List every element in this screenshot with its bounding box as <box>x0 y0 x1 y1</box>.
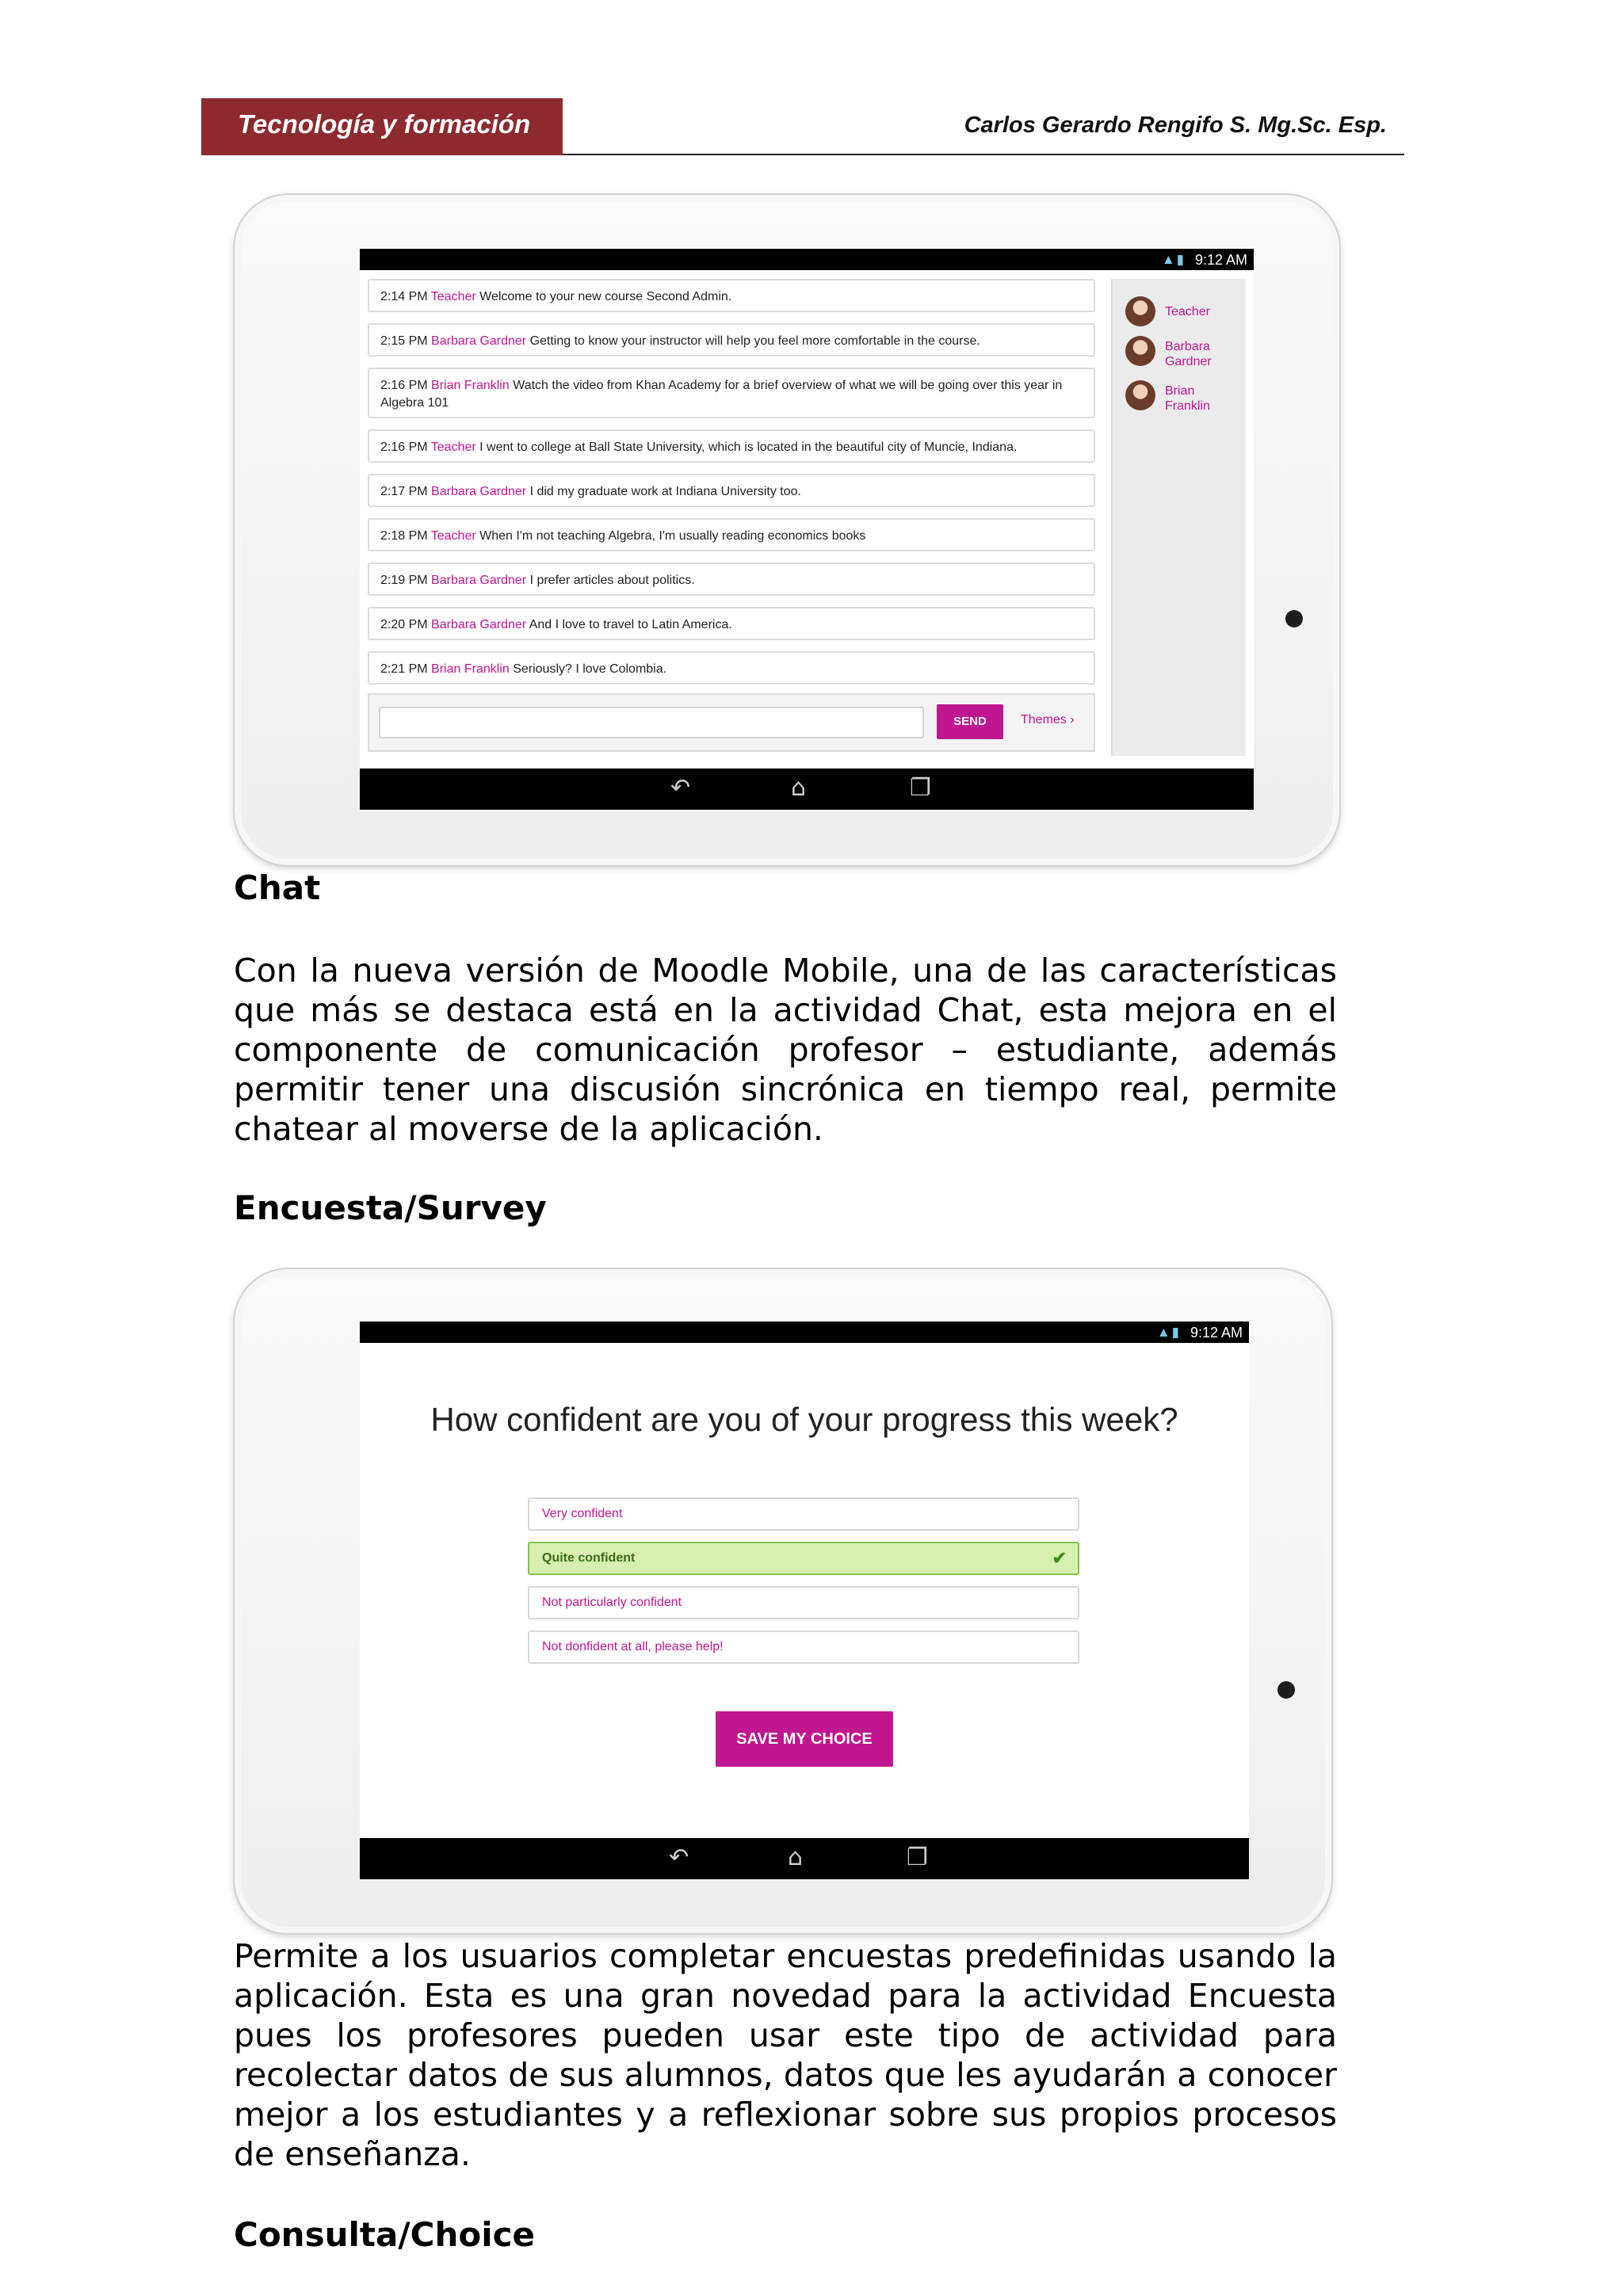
option-label: Very confident <box>542 1507 623 1520</box>
survey-question: How confident are you of your progress this week? <box>430 1401 1178 1438</box>
survey-paragraph: Permite a los usuarios completar encuestas predefinidas usando la aplicación. Esta es una gran novedad para la actividad Encuesta pues los profesores pueden usar este tipo de actividad para recolectar datos de sus alumnos, datos que les ayudarán a conocer mejor a los estudiantes y a reflexionar sobre sus propios procesos de enseñanza. <box>234 1937 1337 2173</box>
avatar <box>1125 380 1155 410</box>
message-author[interactable]: Brian Franklin <box>431 662 510 676</box>
android-navbar <box>360 769 1254 810</box>
chat-message <box>368 474 1095 507</box>
save-choice-button[interactable]: SAVE MY CHOICE <box>716 1711 893 1767</box>
message-text: And I love to travel to Latin America. <box>529 618 732 631</box>
message-author[interactable]: Barbara Gardner <box>431 334 527 348</box>
tablet-frame-chat <box>233 193 1341 867</box>
message-time: 2:21 PM <box>380 662 428 676</box>
message-text: Welcome to your new course Second Admin. <box>479 290 732 303</box>
chat-screen <box>360 249 1254 810</box>
message-author[interactable]: Barbara Gardner <box>431 485 527 498</box>
message-author[interactable]: Teacher <box>430 290 476 303</box>
tablet-frame-survey <box>233 1268 1333 1935</box>
chat-message <box>368 518 1095 551</box>
message-text: I went to college at Ball State University, which is located in the beautiful city of Muncie, Indiana. <box>479 441 1018 454</box>
message-time: 2:20 PM <box>380 618 428 631</box>
participants-panel <box>1111 279 1246 756</box>
message-text: I prefer articles about politics. <box>529 574 695 587</box>
message-time: 2:16 PM <box>380 441 428 454</box>
chat-message <box>368 651 1095 685</box>
message-time: 2:15 PM <box>380 334 428 348</box>
survey-option[interactable] <box>528 1630 1079 1664</box>
option-label: Not particularly confident <box>542 1596 682 1609</box>
avatar <box>1125 296 1155 326</box>
survey-option[interactable] <box>528 1586 1079 1619</box>
android-navbar <box>360 1838 1249 1879</box>
avatar <box>1125 336 1155 366</box>
message-text: When I'm not teaching Algebra, I'm usually reading economics books <box>479 529 866 543</box>
checkmark-icon: ✔ <box>1052 1548 1067 1568</box>
home-icon[interactable]: ⌂ <box>788 1844 804 1871</box>
chat-compose <box>368 693 1095 752</box>
author-name: Carlos Gerardo Rengifo S. Mg.Sc. Esp. <box>964 113 1387 138</box>
participant-name: Teacher <box>1165 305 1210 318</box>
message-time: 2:16 PM <box>380 379 428 392</box>
survey-screen <box>360 1322 1249 1879</box>
message-time: 2:14 PM <box>380 290 428 303</box>
chat-message <box>368 429 1095 463</box>
message-text: Getting to know your instructor will help you feel more comfortable in the course. <box>529 334 980 348</box>
chat-message <box>368 368 1095 418</box>
option-label: Not donfident at all, please help! <box>542 1640 724 1653</box>
status-time: 9:12 AM <box>1194 252 1247 268</box>
send-button[interactable]: SEND <box>937 704 1003 739</box>
home-icon[interactable]: ⌂ <box>791 774 807 802</box>
message-author[interactable]: Teacher <box>430 529 476 543</box>
chat-paragraph: Con la nueva versión de Moodle Mobile, una de las características que más se destaca está en la actividad Chat, esta mejora en el componente de comunicación profesor – estudiante, además permitir tener una discusión sincrónica en tiempo real, permite chatear al moverse de la aplicación. <box>234 952 1337 1148</box>
chat-message <box>368 323 1095 357</box>
option-label: Quite confident <box>542 1551 636 1565</box>
participant-name: Barbara Gardner <box>1165 340 1212 368</box>
message-text: I did my graduate work at Indiana University too. <box>529 485 801 498</box>
choice-heading: Consulta/Choice <box>234 2215 535 2254</box>
status-bar <box>360 1322 1249 1343</box>
message-time: 2:19 PM <box>380 574 428 587</box>
message-author[interactable]: Barbara Gardner <box>431 618 527 631</box>
section-tag-label: Tecnología y formación <box>238 109 531 139</box>
message-time: 2:18 PM <box>380 529 428 543</box>
recent-apps-icon[interactable]: ❐ <box>907 1844 928 1871</box>
status-bar <box>360 249 1254 270</box>
chat-heading: Chat <box>234 868 321 907</box>
wifi-icon: ▲▮ <box>1156 1325 1181 1340</box>
survey-option-selected[interactable] <box>528 1542 1079 1575</box>
status-time: 9:12 AM <box>1190 1325 1243 1341</box>
message-author[interactable]: Barbara Gardner <box>431 574 527 587</box>
header-rule <box>563 154 1404 155</box>
message-text: Watch the video from Khan Academy for a brief overview of what we will be going over this year in Algebra 101 <box>380 379 1063 410</box>
survey-option[interactable] <box>528 1497 1079 1531</box>
chat-message <box>368 563 1095 596</box>
back-icon[interactable]: ↶ <box>670 774 691 802</box>
chat-input[interactable] <box>379 707 924 738</box>
message-author[interactable]: Brian Franklin <box>431 379 510 392</box>
recent-apps-icon[interactable]: ❐ <box>910 774 931 802</box>
camera-icon <box>1277 1681 1295 1699</box>
section-tag <box>201 98 563 155</box>
message-author[interactable]: Teacher <box>430 441 476 454</box>
message-text: Seriously? I love Colombia. <box>513 662 667 676</box>
participant-name: Brian Franklin <box>1165 384 1210 413</box>
chat-message <box>368 279 1095 312</box>
chat-message <box>368 607 1095 640</box>
back-icon[interactable]: ↶ <box>669 1844 689 1871</box>
camera-icon <box>1285 610 1303 627</box>
survey-heading: Encuesta/Survey <box>234 1188 547 1227</box>
themes-link[interactable]: Themes › <box>1021 713 1075 727</box>
chat-messages <box>368 279 1103 756</box>
message-time: 2:17 PM <box>380 485 428 498</box>
wifi-icon: ▲▮ <box>1161 252 1186 267</box>
